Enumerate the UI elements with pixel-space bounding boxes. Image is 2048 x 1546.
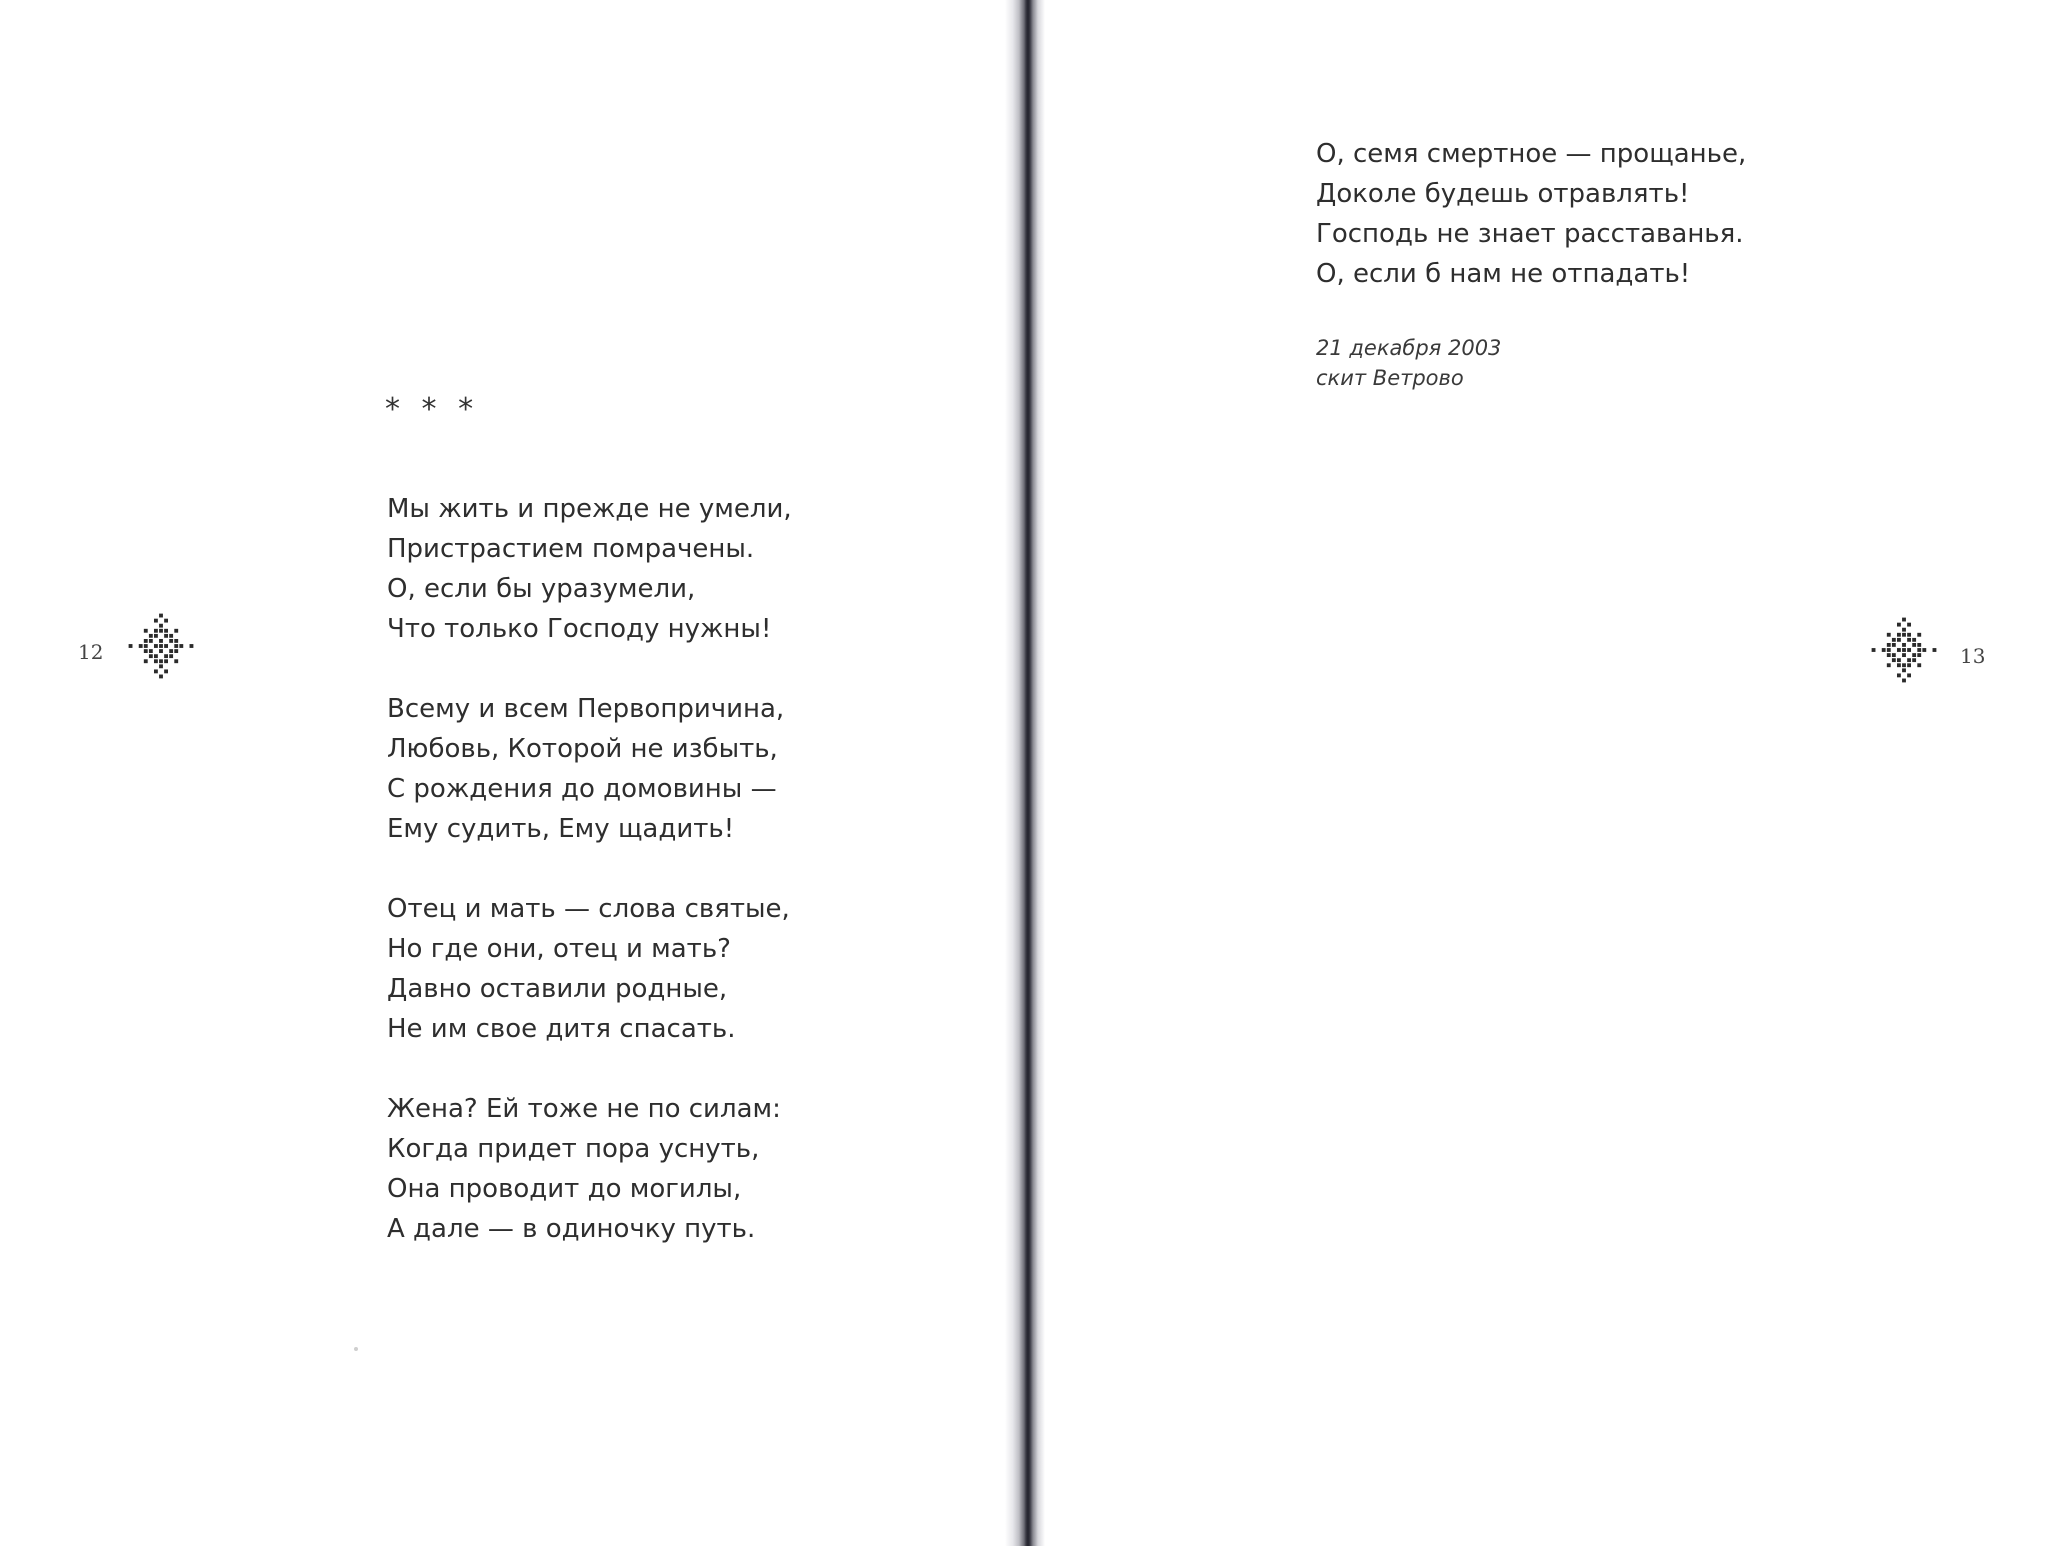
verse-line: Отец и мать — слова святые,: [387, 894, 790, 924]
verse-line: О, если бы уразумели,: [387, 574, 696, 604]
verse-line: Любовь, Которой не избыть,: [387, 734, 778, 764]
verse-line: Доколе будешь отравлять!: [1316, 179, 1690, 209]
left-page: [0, 0, 1020, 1546]
poem-left: [387, 489, 792, 1249]
stanza: [387, 689, 792, 849]
book-gutter: [1005, 0, 1045, 1546]
verse-line: О, если б нам не отпадать!: [1316, 259, 1691, 289]
verse-line: Пристрастием помрачены.: [387, 534, 755, 564]
verse-line: О, семя смертное — прощанье,: [1316, 139, 1747, 169]
verse-line: Она проводит до могилы,: [387, 1174, 742, 1204]
stanza: [387, 889, 792, 1049]
verse-line: А дале — в одиночку путь.: [387, 1214, 756, 1244]
verse-line: Давно оставили родные,: [387, 974, 728, 1004]
page-number-left: 12: [78, 640, 104, 664]
verse-line: С рождения до домовины —: [387, 774, 777, 804]
verse-line: Когда придет пора уснуть,: [387, 1134, 760, 1164]
paper-speck: [354, 1347, 358, 1351]
verse-line: Ему судить, Ему щадить!: [387, 814, 735, 844]
page-number-right: 13: [1960, 644, 1986, 668]
poem-dateline: [1316, 333, 1501, 393]
stanza: [387, 489, 792, 649]
verse-line: Но где они, отец и мать?: [387, 934, 731, 964]
verse-line: Жена? Ей тоже не по силам:: [387, 1094, 781, 1124]
verse-line: Не им свое дитя спасать.: [387, 1014, 736, 1044]
snowflake-ornament-icon: [1871, 617, 1937, 683]
stanza: [387, 1089, 792, 1249]
verse-line: Что только Господу нужны!: [387, 614, 772, 644]
poem-place: скит Ветрово: [1316, 366, 1464, 390]
verse-line: Господь не знает расставанья.: [1316, 219, 1744, 249]
snowflake-ornament-icon: [128, 613, 194, 679]
poem-right: [1316, 134, 1746, 294]
verse-line: Мы жить и прежде не умели,: [387, 494, 792, 524]
verse-line: Всему и всем Первопричина,: [387, 694, 785, 724]
stanza: [1316, 134, 1746, 294]
poem-date: 21 декабря 2003: [1316, 336, 1502, 360]
section-marker: * * *: [385, 392, 474, 427]
